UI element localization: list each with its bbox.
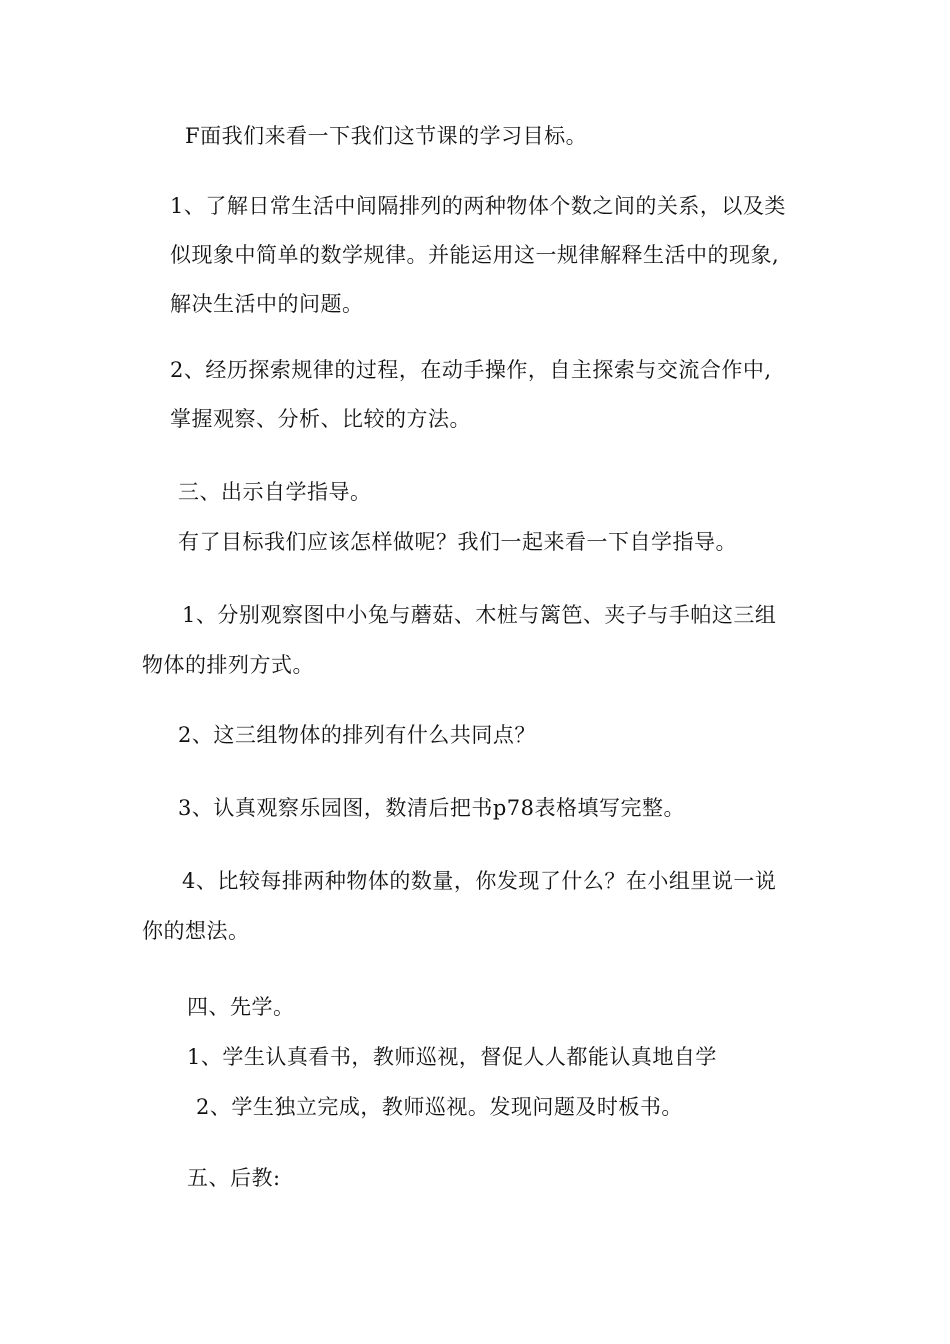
- section-4-heading: 四、先学。: [187, 995, 295, 1019]
- intro-text: F面我们来看一下我们这节课的学习目标。: [185, 124, 588, 148]
- guide-1-line-2: 物体的排列方式。: [142, 653, 314, 677]
- step-2: 2、学生独立完成，教师巡视。发现问题及时板书。: [196, 1095, 683, 1119]
- section-3-heading: 三、出示自学指导。: [178, 480, 372, 504]
- goal-2-line-1: 2、经历探索规律的过程，在动手操作，自主探索与交流合作中,: [170, 358, 772, 382]
- guide-3: 3、认真观察乐园图，数清后把书p78表格填写完整。: [178, 796, 686, 820]
- section-5-heading: 五、后教:: [187, 1166, 281, 1190]
- step-1: 1、学生认真看书，教师巡视，督促人人都能认真地自学: [187, 1045, 717, 1069]
- guide-4-line-2: 你的想法。: [142, 919, 250, 943]
- goal-2-line-2: 掌握观察、分析、比较的方法。: [170, 407, 471, 431]
- guide-1-line-1: 1、分别观察图中小兔与蘑菇、木桩与篱笆、夹子与手帕这三组: [182, 603, 777, 627]
- goal-1-line-1: 1、了解日常生活中间隔排列的两种物体个数之间的关系，以及类: [170, 194, 786, 218]
- goal-1-line-3: 解决生活中的问题。: [170, 292, 364, 316]
- section-3-intro: 有了目标我们应该怎样做呢？我们一起来看一下自学指导。: [178, 530, 737, 554]
- guide-4-line-1: 4、比较每排两种物体的数量，你发现了什么？在小组里说一说: [182, 869, 777, 893]
- goal-1-line-2: 似现象中简单的数学规律。并能运用这一规律解释生活中的现象,: [170, 243, 780, 267]
- guide-2: 2、这三组物体的排列有什么共同点？: [178, 723, 536, 747]
